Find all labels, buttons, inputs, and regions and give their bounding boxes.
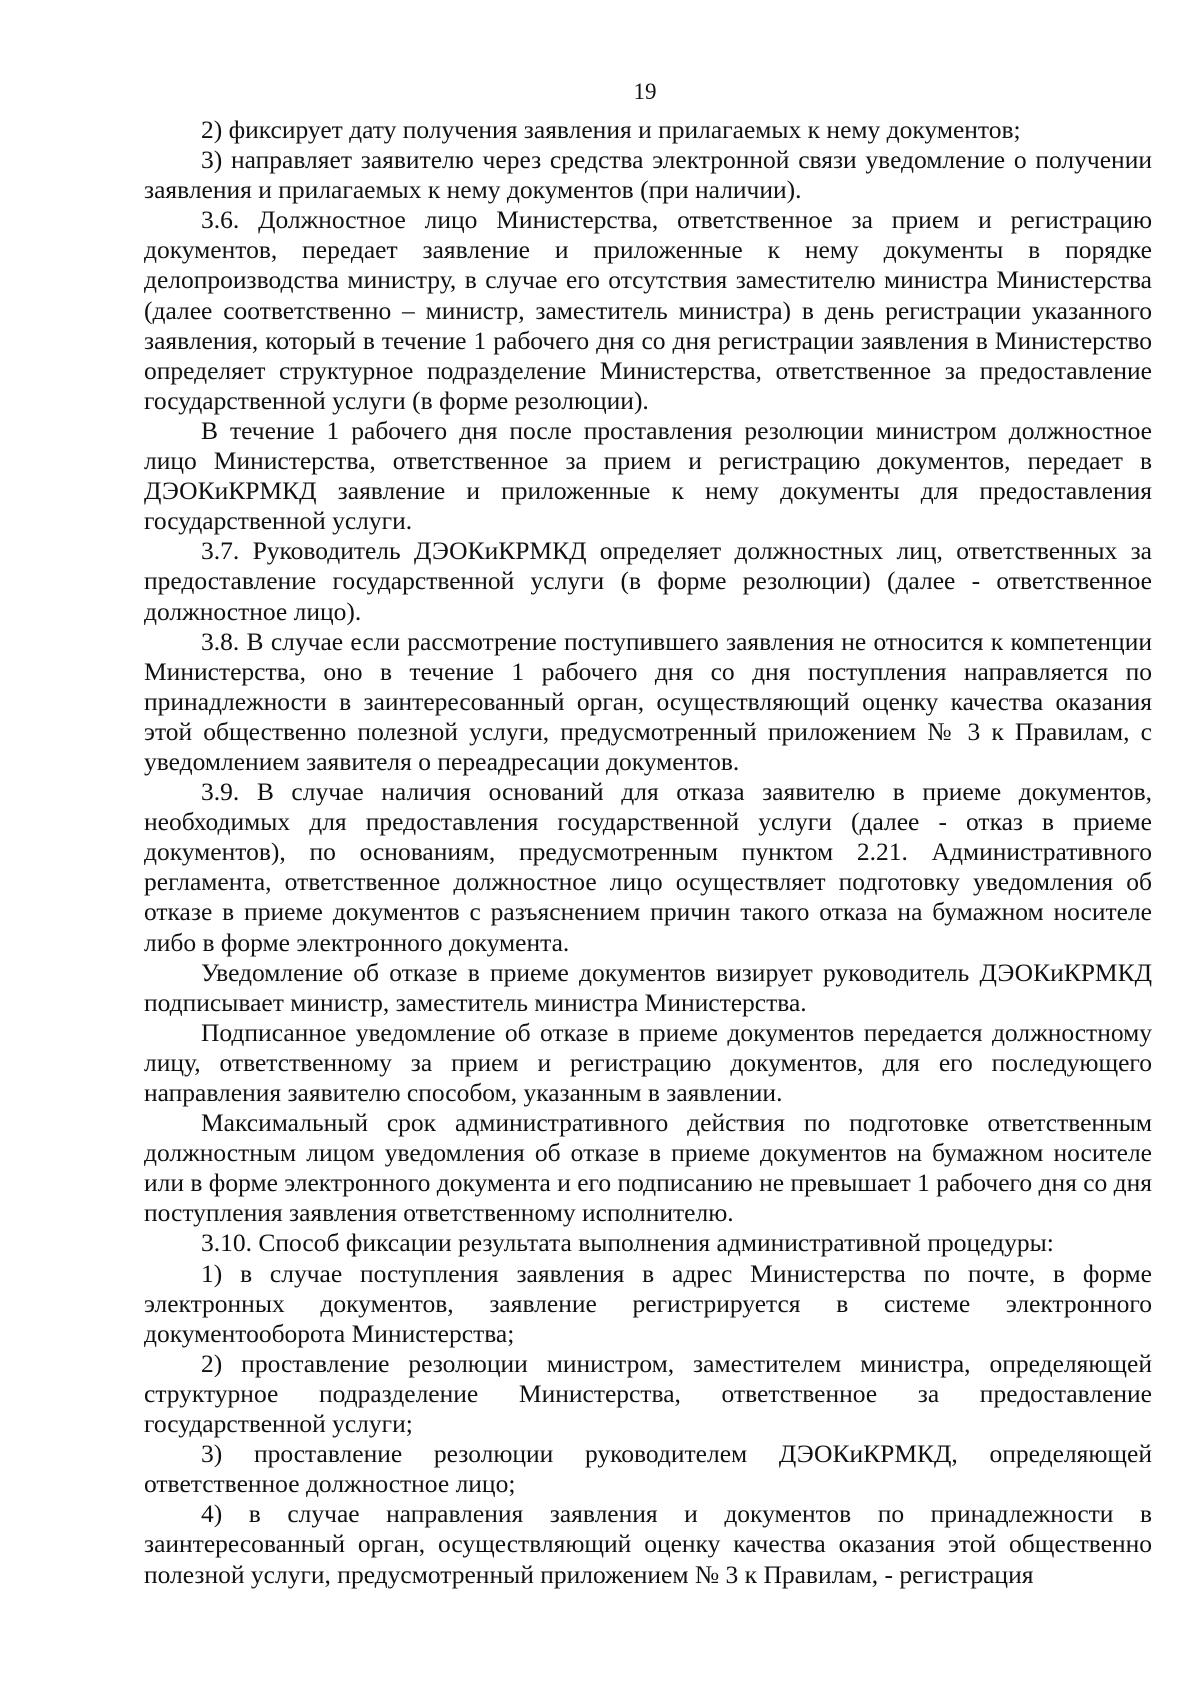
paragraph: 4) в случае направления заявления и документов по принадлежности в заинтересованный орган, осуществляющий оценку качества оказания этой общественно полезной услуги, предусмотренный приложением № 3 к Правилам, - регистрация	[144, 1499, 1152, 1589]
page-number: 19	[633, 79, 657, 104]
paragraph: 3.10. Способ фиксации результата выполнения административной процедуры:	[201, 1228, 1054, 1258]
paragraph: 1) в случае поступления заявления в адрес Министерства по почте, в форме электронных документов, заявление регистрируется в системе электронного документооборота Министерства;	[144, 1258, 1152, 1348]
paragraph: 3.6. Должностное лицо Министерства, ответственное за прием и регистрацию документов, передает заявление и приложенные к нему документы в порядке делопроизводства министру, в случае его отсутствия заместителю министра Министерства (далее соответственно – министр, заместитель министра) в день регистрации указанного заявления, который в течение 1 рабочего дня со дня регистрации заявления в Министерство определяет структурное подразделение Министерства, ответственное за предоставление государственной услуги (в форме резолюции).	[144, 205, 1152, 415]
document-body	[144, 115, 1152, 1590]
paragraph: 3.9. В случае наличия оснований для отказа заявителю в приеме документов, необходимых для предоставления государственной услуги (далее - отказ в приеме документов), по основаниям, предусмотренным пунктом 2.21. Административного регламента, ответственное должностное лицо осуществляет подготовку уведомления об отказе в приеме документов с разъяснением причин такого отказа на бумажном носителе либо в форме электронного документа.	[144, 777, 1152, 957]
paragraph: В течение 1 рабочего дня после проставления резолюции министром должностное лицо Министерства, ответственное за прием и регистрацию документов, передает в ДЭОКиКРМКД заявление и приложенные к нему документы для предоставления государственной услуги.	[144, 415, 1152, 536]
paragraph: 3) проставление резолюции руководителем ДЭОКиКРМКД, определяющей ответственное должностное лицо;	[144, 1439, 1152, 1499]
paragraph: 3) направляет заявителю через средства электронной связи уведомление о получении заявления и прилагаемых к нему документов (при наличии).	[144, 145, 1152, 205]
paragraph: 3.8. В случае если рассмотрение поступившего заявления не относится к компетенции Министерства, оно в течение 1 рабочего дня со дня поступления направляется по принадлежности в заинтересованный орган, осуществляющий оценку качества оказания этой общественно полезной услуги, предусмотренный приложением № 3 к Правилам, с уведомлением заявителя о переадресации документов.	[144, 626, 1152, 776]
paragraph: Максимальный срок административного действия по подготовке ответственным должностным лицом уведомления об отказе в приеме документов на бумажном носителе или в форме электронного документа и его подписанию не превышает 1 рабочего дня со дня поступления заявления ответственному исполнителю.	[144, 1108, 1152, 1228]
paragraph: Уведомление об отказе в приеме документов визирует руководитель ДЭОКиКРМКД подписывает министр, заместитель министра Министерства.	[144, 957, 1152, 1017]
paragraph: 2) фиксирует дату получения заявления и прилагаемых к нему документов;	[201, 115, 1021, 144]
paragraph: 2) проставление резолюции министром, заместителем министра, определяющей структурное подразделение Министерства, ответственное за предоставление государственной услуги;	[144, 1348, 1152, 1439]
paragraph: 3.7. Руководитель ДЭОКиКРМКД определяет должностных лиц, ответственных за предоставление государственной услуги (в форме резолюции) (далее - ответственное должностное лицо).	[144, 536, 1152, 626]
paragraph: Подписанное уведомление об отказе в приеме документов передается должностному лицу, ответственному за прием и регистрацию документов, для его последующего направления заявителю способом, указанным в заявлении.	[144, 1017, 1152, 1107]
